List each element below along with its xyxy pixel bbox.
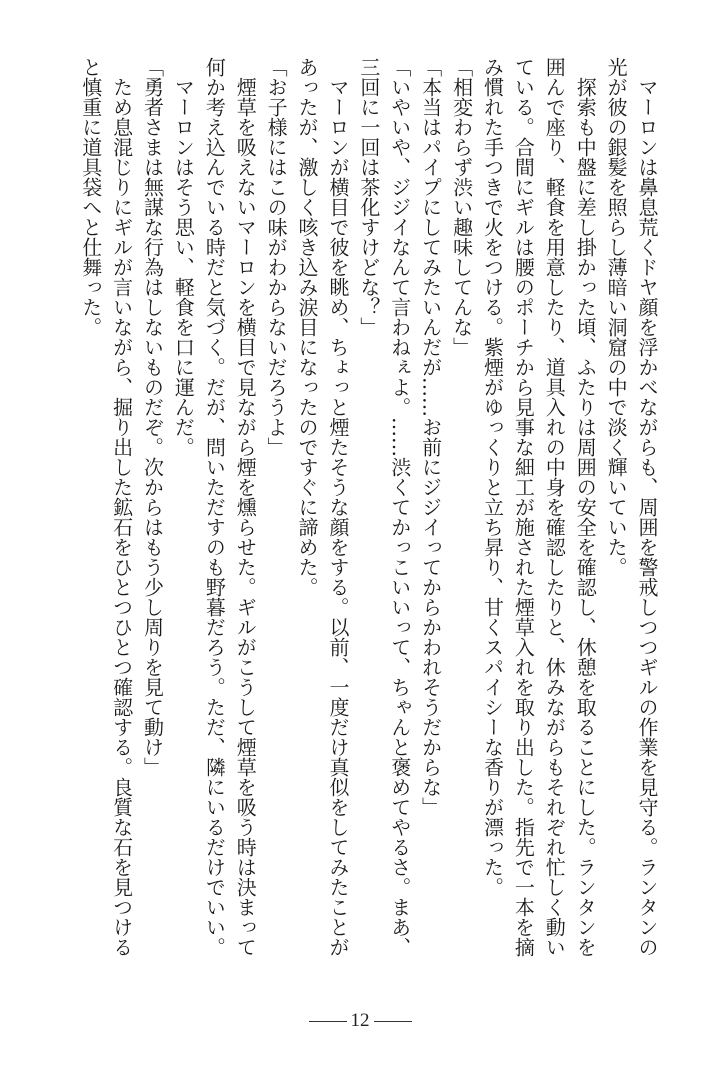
page-number <box>0 1010 720 1032</box>
text-column: マーロンは鼻息荒くドヤ顔を浮かべながらも、周囲を警戒しつつギルの作業を見守る。ランタンの <box>635 57 659 957</box>
text-column: マーロンはそう思い、軽食を口に運んだ。 <box>171 57 196 457</box>
body-text <box>75 57 662 967</box>
text-column: ている。合間にギルは腰のポーチから見事な細工が施された煙草入れを取り出した。指先で一本を摘 <box>511 57 536 957</box>
text-column: 「相変わらず渋い趣味してんな」 <box>449 57 474 357</box>
text-column: み慣れた手つきで火をつける。紫煙がゆっくりと立ち昇り、甘くスパイシーな香りが漂った。 <box>480 57 505 897</box>
text-column: と慎重に道具袋へと仕舞った。 <box>78 57 103 337</box>
folio-dash-left <box>309 1021 347 1022</box>
folio-dash-right <box>374 1021 412 1022</box>
text-column: マーロンが横目で彼を眺め、ちょっと煙たそうな顔をする。以前、一度だけ真似をしてみたことが <box>325 57 350 957</box>
text-column: 囲んで座り、軽食を用意したり、道具入れの中身を確認したりと、休みながらもそれぞれ忙しく動い <box>542 57 567 957</box>
page-number-text: 12 <box>350 1010 370 1031</box>
text-column: あったが、激しく咳き込み涙目になったのですぐに諦めた。 <box>295 57 320 597</box>
text-column: 光が彼の銀髪を照らし薄暗い洞窟の中で淡く輝いていた。 <box>604 57 629 577</box>
text-column: 煙草を吸えないマーロンを横目で見ながら煙を燻らせた。ギルがこうして煙草を吸う時は決まって <box>233 57 258 957</box>
text-column: 「本当はパイプにしてみたいんだが……お前にジジイってからかわれそうだからな」 <box>418 57 443 817</box>
text-column: ため息混じりにギルが言いながら、掘り出した鉱石をひとつひとつ確認する。良質な石を見つける <box>109 57 134 957</box>
text-column: 「お子様にはこの味がわからないだろうよ」 <box>264 57 289 457</box>
text-column: 「いやいや、ジジイなんて言わねぇよ。……渋くてかっこいいって、ちゃんと褒めてやるさ。まあ、 <box>387 57 412 957</box>
text-column: 何か考え込んでいる時だと気づく。だが、問いただすのも野暮だろう。ただ、隣にいるだけでいい。 <box>202 57 227 957</box>
text-column: 「勇者さまは無謀な行為はしないものだぞ。次からはもう少し周りを見て動け」 <box>140 57 165 777</box>
text-column: 三回に一回は茶化すけどな？」 <box>356 57 381 337</box>
text-column: 探索も中盤に差し掛かった頃、ふたりは周囲の安全を確認し、休憩を取ることにした。ランタンを <box>573 57 598 957</box>
